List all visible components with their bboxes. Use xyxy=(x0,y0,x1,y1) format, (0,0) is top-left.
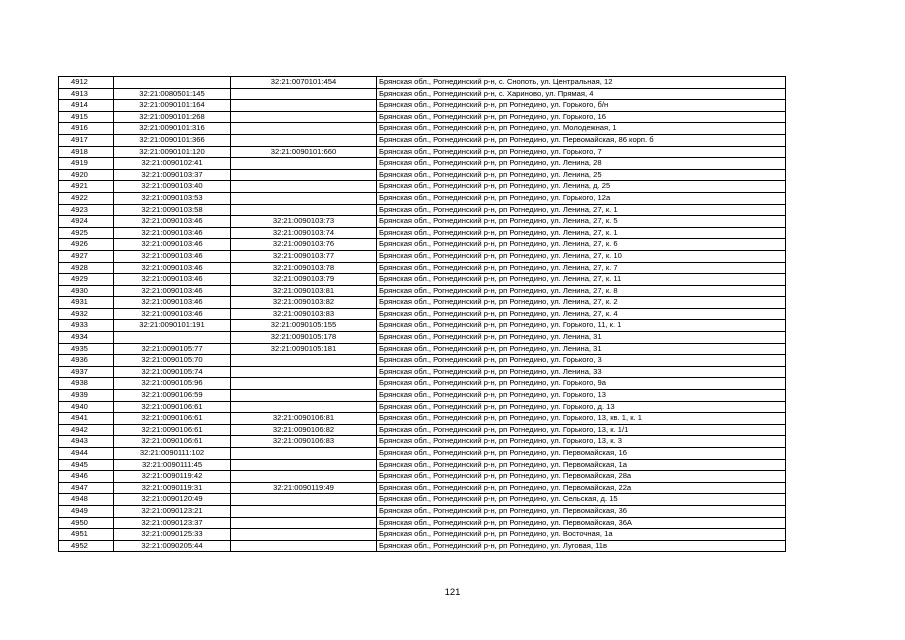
cadastral-number-cell xyxy=(114,332,231,344)
row-number-cell: 4920 xyxy=(59,169,114,181)
row-number-cell: 4928 xyxy=(59,262,114,274)
row-number-cell: 4930 xyxy=(59,285,114,297)
address-cell: Брянская обл., Рогнединский р-н, рп Рогнедино, ул. Первомайская, 86 корп. б xyxy=(377,134,786,146)
cadastral-number-cell: 32:21:0090119:42 xyxy=(114,471,231,483)
row-number-cell: 4926 xyxy=(59,239,114,251)
row-number-cell: 4937 xyxy=(59,366,114,378)
cadastral-number-cell: 32:21:0090103:40 xyxy=(114,181,231,193)
table-row xyxy=(59,250,786,262)
table-row xyxy=(59,308,786,320)
row-number-cell: 4925 xyxy=(59,227,114,239)
cadastral-number-cell: 32:21:0090101:120 xyxy=(114,146,231,158)
cadastral-number-cell: 32:21:0090103:46 xyxy=(114,239,231,251)
cadastral-number-cell: 32:21:0090101:191 xyxy=(114,320,231,332)
cadastral-number-cell: 32:21:0090111:45 xyxy=(114,459,231,471)
related-cadastral-number-cell xyxy=(231,529,377,541)
cadastral-number-cell: 32:21:0090106:61 xyxy=(114,436,231,448)
related-cadastral-number-cell: 32:21:0090105:155 xyxy=(231,320,377,332)
related-cadastral-number-cell xyxy=(231,204,377,216)
related-cadastral-number-cell: 32:21:0090103:82 xyxy=(231,297,377,309)
cadastral-number-cell: 32:21:0090101:366 xyxy=(114,134,231,146)
related-cadastral-number-cell: 32:21:0090103:81 xyxy=(231,285,377,297)
row-number-cell: 4922 xyxy=(59,192,114,204)
row-number-cell: 4947 xyxy=(59,482,114,494)
registry-table-body xyxy=(59,77,786,552)
related-cadastral-number-cell xyxy=(231,471,377,483)
table-row xyxy=(59,390,786,402)
address-cell: Брянская обл., Рогнединский р-н, рп Рогнедино, ул. Ленина, д. 25 xyxy=(377,181,786,193)
row-number-cell: 4912 xyxy=(59,77,114,89)
address-cell: Брянская обл., Рогнединский р-н, рп Рогнедино, ул. Первомайская, 28а xyxy=(377,471,786,483)
related-cadastral-number-cell: 32:21:0090103:76 xyxy=(231,239,377,251)
row-number-cell: 4919 xyxy=(59,158,114,170)
related-cadastral-number-cell: 32:21:0090106:82 xyxy=(231,424,377,436)
row-number-cell: 4923 xyxy=(59,204,114,216)
cadastral-number-cell: 32:21:0090125:33 xyxy=(114,529,231,541)
related-cadastral-number-cell xyxy=(231,517,377,529)
table-row xyxy=(59,366,786,378)
related-cadastral-number-cell: 32:21:0070101:454 xyxy=(231,77,377,89)
address-cell: Брянская обл., Рогнединский р-н, рп Рогнедино, ул. Ленина, 27, к. 1 xyxy=(377,227,786,239)
related-cadastral-number-cell: 32:21:0090103:74 xyxy=(231,227,377,239)
related-cadastral-number-cell xyxy=(231,181,377,193)
table-row xyxy=(59,297,786,309)
address-cell: Брянская обл., Рогнединский р-н, рп Рогнедино, ул. Горького, 3 xyxy=(377,355,786,367)
row-number-cell: 4941 xyxy=(59,413,114,425)
address-cell: Брянская обл., Рогнединский р-н, рп Рогнедино, ул. Ленина, 27, к. 2 xyxy=(377,297,786,309)
related-cadastral-number-cell xyxy=(231,366,377,378)
address-cell: Брянская обл., Рогнединский р-н, рп Рогнедино, ул. Ленина, 28 xyxy=(377,158,786,170)
related-cadastral-number-cell: 32:21:0090119:49 xyxy=(231,482,377,494)
table-row xyxy=(59,332,786,344)
table-row xyxy=(59,482,786,494)
related-cadastral-number-cell xyxy=(231,448,377,460)
address-cell: Брянская обл., Рогнединский р-н, рп Рогнедино, ул. Горького, 13, кв. 1, к. 1 xyxy=(377,413,786,425)
cadastral-number-cell: 32:21:0090103:53 xyxy=(114,192,231,204)
address-cell: Брянская обл., Рогнединский р-н, рп Рогнедино, ул. Ленина, 27, к. 5 xyxy=(377,216,786,228)
row-number-cell: 4931 xyxy=(59,297,114,309)
row-number-cell: 4952 xyxy=(59,540,114,552)
table-row xyxy=(59,146,786,158)
table-row xyxy=(59,239,786,251)
row-number-cell: 4935 xyxy=(59,343,114,355)
table-row xyxy=(59,227,786,239)
related-cadastral-number-cell: 32:21:0090105:181 xyxy=(231,343,377,355)
related-cadastral-number-cell: 32:21:0090103:77 xyxy=(231,250,377,262)
address-cell: Брянская обл., Рогнединский р-н, рп Рогнедино, ул. Горького, 11, к. 1 xyxy=(377,320,786,332)
table-row xyxy=(59,459,786,471)
address-cell: Брянская обл., Рогнединский р-н, рп Рогнедино, ул. Первомайская, 36А xyxy=(377,517,786,529)
cadastral-number-cell: 32:21:0090205:44 xyxy=(114,540,231,552)
row-number-cell: 4942 xyxy=(59,424,114,436)
cadastral-number-cell: 32:21:0090123:37 xyxy=(114,517,231,529)
row-number-cell: 4939 xyxy=(59,390,114,402)
address-cell: Брянская обл., Рогнединский р-н, рп Рогнедино, ул. Луговая, 11в xyxy=(377,540,786,552)
table-row xyxy=(59,517,786,529)
cadastral-number-cell: 32:21:0090103:46 xyxy=(114,216,231,228)
related-cadastral-number-cell: 32:21:0090103:83 xyxy=(231,308,377,320)
table-row xyxy=(59,204,786,216)
related-cadastral-number-cell xyxy=(231,459,377,471)
related-cadastral-number-cell: 32:21:0090101:660 xyxy=(231,146,377,158)
cadastral-number-cell: 32:21:0090103:46 xyxy=(114,227,231,239)
row-number-cell: 4943 xyxy=(59,436,114,448)
table-row xyxy=(59,529,786,541)
address-cell: Брянская обл., Рогнединский р-н, рп Рогнедино, ул. Ленина, 27, к. 7 xyxy=(377,262,786,274)
table-row xyxy=(59,181,786,193)
row-number-cell: 4927 xyxy=(59,250,114,262)
row-number-cell: 4948 xyxy=(59,494,114,506)
registry-table xyxy=(58,76,786,552)
address-cell: Брянская обл., Рогнединский р-н, рп Рогнедино, ул. Ленина, 31 xyxy=(377,332,786,344)
cadastral-number-cell: 32:21:0090106:61 xyxy=(114,413,231,425)
row-number-cell: 4945 xyxy=(59,459,114,471)
cadastral-number-cell: 32:21:0090103:58 xyxy=(114,204,231,216)
table-row xyxy=(59,436,786,448)
related-cadastral-number-cell xyxy=(231,540,377,552)
table-row xyxy=(59,134,786,146)
table-row xyxy=(59,111,786,123)
address-cell: Брянская обл., Рогнединский р-н, рп Рогнедино, ул. Ленина, 27, к. 4 xyxy=(377,308,786,320)
related-cadastral-number-cell: 32:21:0090103:73 xyxy=(231,216,377,228)
related-cadastral-number-cell xyxy=(231,390,377,402)
address-cell: Брянская обл., Рогнединский р-н, рп Рогнедино, ул. Горького, 13, к. 1/1 xyxy=(377,424,786,436)
address-cell: Брянская обл., Рогнединский р-н, рп Рогнедино, ул. Восточная, 1а xyxy=(377,529,786,541)
address-cell: Брянская обл., Рогнединский р-н, рп Рогнедино, ул. Ленина, 27, к. 6 xyxy=(377,239,786,251)
row-number-cell: 4916 xyxy=(59,123,114,135)
related-cadastral-number-cell xyxy=(231,494,377,506)
address-cell: Брянская обл., Рогнединский р-н, рп Рогнедино, ул. Горького, 13, к. 3 xyxy=(377,436,786,448)
table-row xyxy=(59,88,786,100)
address-cell: Брянская обл., Рогнединский р-н, рп Рогнедино, ул. Горького, 12а xyxy=(377,192,786,204)
related-cadastral-number-cell xyxy=(231,100,377,112)
row-number-cell: 4921 xyxy=(59,181,114,193)
related-cadastral-number-cell xyxy=(231,505,377,517)
table-row xyxy=(59,540,786,552)
row-number-cell: 4915 xyxy=(59,111,114,123)
related-cadastral-number-cell xyxy=(231,88,377,100)
table-row xyxy=(59,158,786,170)
table-row xyxy=(59,424,786,436)
cadastral-number-cell: 32:21:0090102:41 xyxy=(114,158,231,170)
cadastral-number-cell: 32:21:0090119:31 xyxy=(114,482,231,494)
related-cadastral-number-cell: 32:21:0090105:178 xyxy=(231,332,377,344)
row-number-cell: 4929 xyxy=(59,274,114,286)
table-row xyxy=(59,471,786,483)
cadastral-number-cell: 32:21:0080501:145 xyxy=(114,88,231,100)
address-cell: Брянская обл., Рогнединский р-н, с. Снопоть, ул. Центральная, 12 xyxy=(377,77,786,89)
address-cell: Брянская обл., Рогнединский р-н, рп Рогнедино, ул. Горького, 13 xyxy=(377,390,786,402)
address-cell: Брянская обл., Рогнединский р-н, рп Рогнедино, ул. Ленина, 33 xyxy=(377,366,786,378)
cadastral-number-cell: 32:21:0090105:74 xyxy=(114,366,231,378)
table-row xyxy=(59,401,786,413)
row-number-cell: 4938 xyxy=(59,378,114,390)
address-cell: Брянская обл., Рогнединский р-н, рп Рогнедино, ул. Ленина, 31 xyxy=(377,343,786,355)
table-row xyxy=(59,262,786,274)
table-row xyxy=(59,77,786,89)
address-cell: Брянская обл., Рогнединский р-н, рп Рогнедино, ул. Первомайская, 22а xyxy=(377,482,786,494)
table-row xyxy=(59,100,786,112)
cadastral-number-cell: 32:21:0090111:102 xyxy=(114,448,231,460)
cadastral-number-cell: 32:21:0090103:46 xyxy=(114,262,231,274)
table-row xyxy=(59,378,786,390)
row-number-cell: 4917 xyxy=(59,134,114,146)
address-cell: Брянская обл., Рогнединский р-н, рп Рогнедино, ул. Ленина, 27, к. 10 xyxy=(377,250,786,262)
row-number-cell: 4940 xyxy=(59,401,114,413)
related-cadastral-number-cell: 32:21:0090106:81 xyxy=(231,413,377,425)
cadastral-number-cell: 32:21:0090101:164 xyxy=(114,100,231,112)
cadastral-number-cell: 32:21:0090103:46 xyxy=(114,274,231,286)
page-number: 121 xyxy=(444,587,461,598)
table-row xyxy=(59,192,786,204)
row-number-cell: 4944 xyxy=(59,448,114,460)
address-cell: Брянская обл., Рогнединский р-н, рп Рогнедино, ул. Молодежная, 1 xyxy=(377,123,786,135)
row-number-cell: 4949 xyxy=(59,505,114,517)
row-number-cell: 4913 xyxy=(59,88,114,100)
row-number-cell: 4932 xyxy=(59,308,114,320)
table-row xyxy=(59,343,786,355)
row-number-cell: 4946 xyxy=(59,471,114,483)
cadastral-number-cell: 32:21:0090103:46 xyxy=(114,285,231,297)
table-row xyxy=(59,216,786,228)
row-number-cell: 4933 xyxy=(59,320,114,332)
table-row xyxy=(59,169,786,181)
cadastral-number-cell: 32:21:0090120:49 xyxy=(114,494,231,506)
cadastral-number-cell: 32:21:0090103:37 xyxy=(114,169,231,181)
address-cell: Брянская обл., Рогнединский р-н, рп Рогнедино, ул. Горького, 16 xyxy=(377,111,786,123)
cadastral-number-cell: 32:21:0090123:21 xyxy=(114,505,231,517)
related-cadastral-number-cell xyxy=(231,355,377,367)
related-cadastral-number-cell xyxy=(231,401,377,413)
address-cell: Брянская обл., Рогнединский р-н, рп Рогнедино, ул. Горького, 7 xyxy=(377,146,786,158)
cadastral-number-cell: 32:21:0090103:46 xyxy=(114,308,231,320)
table-row xyxy=(59,274,786,286)
cadastral-number-cell: 32:21:0090106:59 xyxy=(114,390,231,402)
address-cell: Брянская обл., Рогнединский р-н, рп Рогнедино, ул. Ленина, 25 xyxy=(377,169,786,181)
address-cell: Брянская обл., Рогнединский р-н, рп Рогнедино, ул. Сельская, д. 15 xyxy=(377,494,786,506)
related-cadastral-number-cell: 32:21:0090106:83 xyxy=(231,436,377,448)
table-row xyxy=(59,285,786,297)
cadastral-number-cell: 32:21:0090101:316 xyxy=(114,123,231,135)
cadastral-number-cell: 32:21:0090105:70 xyxy=(114,355,231,367)
address-cell: Брянская обл., Рогнединский р-н, рп Рогнедино, ул. Ленина, 27, к. 11 xyxy=(377,274,786,286)
related-cadastral-number-cell xyxy=(231,123,377,135)
address-cell: Брянская обл., Рогнединский р-н, рп Рогнедино, ул. Первомайская, 16 xyxy=(377,448,786,460)
related-cadastral-number-cell: 32:21:0090103:78 xyxy=(231,262,377,274)
row-number-cell: 4951 xyxy=(59,529,114,541)
cadastral-number-cell xyxy=(114,77,231,89)
address-cell: Брянская обл., Рогнединский р-н, рп Рогнедино, ул. Первомайская, 1а xyxy=(377,459,786,471)
cadastral-number-cell: 32:21:0090103:46 xyxy=(114,297,231,309)
row-number-cell: 4936 xyxy=(59,355,114,367)
address-cell: Брянская обл., Рогнединский р-н, рп Рогнедино, ул. Ленина, 27, к. 1 xyxy=(377,204,786,216)
related-cadastral-number-cell xyxy=(231,158,377,170)
cadastral-number-cell: 32:21:0090105:96 xyxy=(114,378,231,390)
address-cell: Брянская обл., Рогнединский р-н, с. Хариново, ул. Прямая, 4 xyxy=(377,88,786,100)
address-cell: Брянская обл., Рогнединский р-н, рп Рогнедино, ул. Первомайская, 36 xyxy=(377,505,786,517)
related-cadastral-number-cell xyxy=(231,378,377,390)
table-row xyxy=(59,505,786,517)
address-cell: Брянская обл., Рогнединский р-н, рп Рогнедино, ул. Горького, д. 13 xyxy=(377,401,786,413)
table-row xyxy=(59,494,786,506)
address-cell: Брянская обл., Рогнединский р-н, рп Рогнедино, ул. Ленина, 27, к. 8 xyxy=(377,285,786,297)
cadastral-number-cell: 32:21:0090106:61 xyxy=(114,424,231,436)
cadastral-number-cell: 32:21:0090101:268 xyxy=(114,111,231,123)
table-row xyxy=(59,355,786,367)
row-number-cell: 4914 xyxy=(59,100,114,112)
row-number-cell: 4918 xyxy=(59,146,114,158)
address-cell: Брянская обл., Рогнединский р-н, рп Рогнедино, ул. Горького, б/н xyxy=(377,100,786,112)
table-row xyxy=(59,320,786,332)
row-number-cell: 4934 xyxy=(59,332,114,344)
related-cadastral-number-cell: 32:21:0090103:79 xyxy=(231,274,377,286)
cadastral-number-cell: 32:21:0090103:46 xyxy=(114,250,231,262)
table-row xyxy=(59,448,786,460)
row-number-cell: 4924 xyxy=(59,216,114,228)
cadastral-number-cell: 32:21:0090106:61 xyxy=(114,401,231,413)
related-cadastral-number-cell xyxy=(231,111,377,123)
related-cadastral-number-cell xyxy=(231,134,377,146)
address-cell: Брянская обл., Рогнединский р-н, рп Рогнедино, ул. Горького, 9а xyxy=(377,378,786,390)
cadastral-number-cell: 32:21:0090105:77 xyxy=(114,343,231,355)
related-cadastral-number-cell xyxy=(231,169,377,181)
table-row xyxy=(59,413,786,425)
row-number-cell: 4950 xyxy=(59,517,114,529)
table-row xyxy=(59,123,786,135)
related-cadastral-number-cell xyxy=(231,192,377,204)
